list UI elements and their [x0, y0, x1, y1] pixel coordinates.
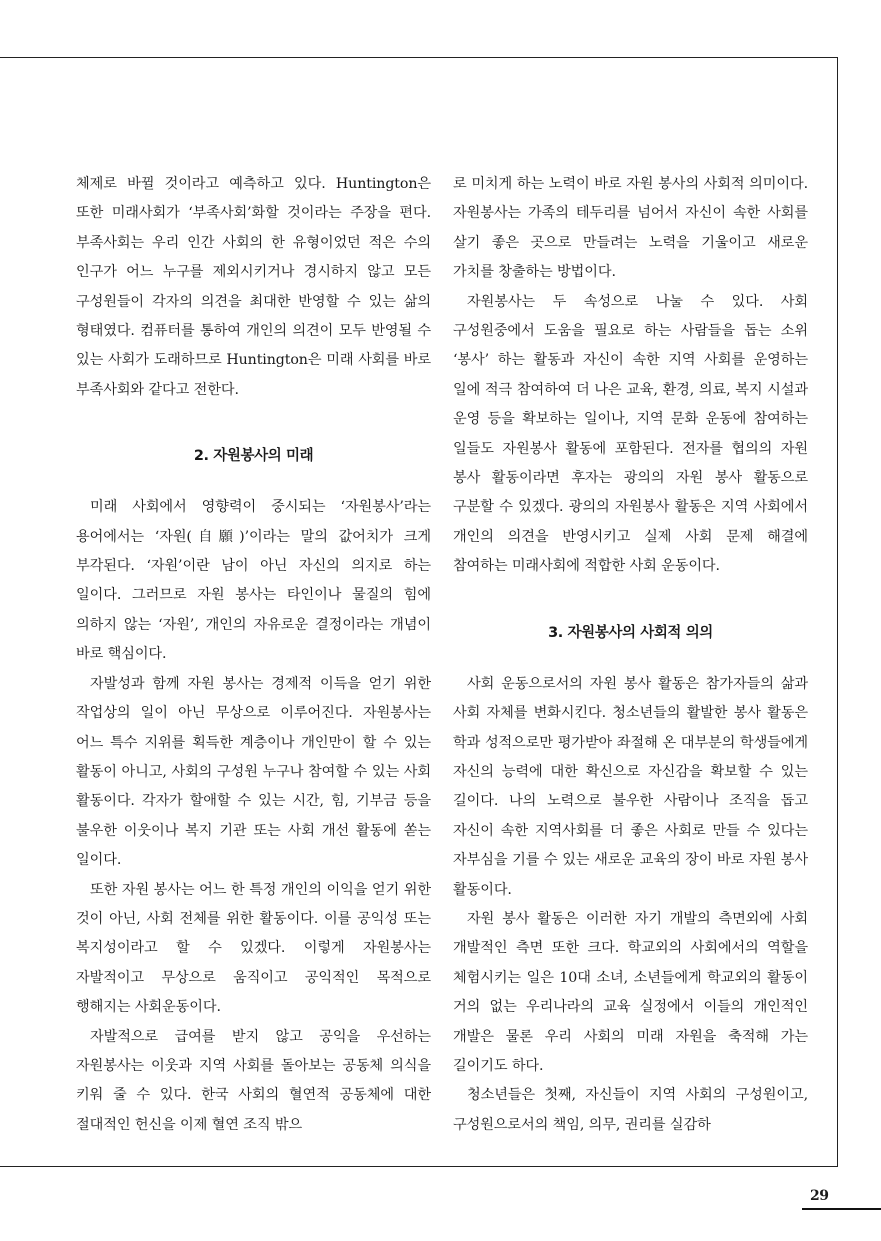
paragraph: 자원 봉사 활동은 이러한 자기 개발의 측면외에 사회 개발적인 측면 또한 크다. 학교외의 사회에서의 역할을 체험시키는 일은 10대 소녀, 소년들에게 학교외의 활동이 거의 없는 우리나라의 교육 실정에서 이들의 개인적인 개발은 물론 우리 사회의 미래 자원을 축적해 가는 길이기도 하다. [453, 910, 808, 1074]
paragraph: 자발적으로 급여를 받지 않고 공익을 우선하는 자원봉사는 이웃과 지역 사회를 돌아보는 공동체 의식을 키워 줄 수 있다. 한국 사회의 혈연적 공동체에 대한 절대적인 헌신을 이제 혈연 조직 밖으 [76, 1028, 431, 1133]
paragraph: 청소년들은 첫째, 자신들이 지역 사회의 구성원이고, 구성원으로서의 책임, 의무, 권리를 실감하 [453, 1087, 808, 1133]
paragraph: 사회 운동으로서의 자원 봉사 활동은 참가자들의 삶과 사회 자체를 변화시킨다. 청소년들의 활발한 봉사 활동은 학과 성적으로만 평가받아 좌절해 온 대부분의 학생들에게 자신의 능력에 대한 확신으로 자신감을 확보할 수 있는 길이다. 나의 노력으로 불우한 사람이나 조직을 돕고 자신이 속한 지역사회를 더 좋은 사회로 만들 수 있다는 자부심을 기를 수 있는 새로운 교육의 장이 바로 자원 봉사 활동이다. [453, 675, 808, 898]
right-column [453, 170, 808, 1140]
paragraph: 자원봉사는 두 속성으로 나눌 수 있다. 사회 구성원중에서 도움을 필요로 하는 사람들을 돕는 소위 ‘봉사’ 하는 활동과 자신이 속한 지역 사회를 운영하는 일에 적극 참여하여 더 나은 교육, 환경, 의료, 복지 시설과 운영 등을 확보하는 일이나, 지역 문화 운동에 참여하는 일들도 자원봉사 활동에 포함된다. 전자를 협의의 자원 봉사 활동이라면 후자는 광의의 자원 봉사 활동으로 구분할 수 있겠다. 광의의 자원봉사 활동은 지역 사회에서 개인의 의견을 반영시키고 실제 사회 문제 해결에 참여하는 미래사회에 적합한 사회 운동이다. [453, 293, 808, 575]
paragraph: 미래 사회에서 영향력이 중시되는 ‘자원봉사’라는 용어에서는 ‘자원(自願)’이라는 말의 값어치가 크게 부각된다. ‘자원’이란 남이 아닌 자신의 의지로 하는 일이다. 그러므로 자원 봉사는 타인이나 물질의 힘에 의하지 않는 ‘자원’, 개인의 자유로운 결정이라는 개념이 바로 핵심이다. [76, 499, 431, 663]
paragraph: 자발성과 함께 자원 봉사는 경제적 이득을 얻기 위한 작업상의 일이 아닌 무상으로 이루어진다. 자원봉사는 어느 특수 지위를 획득한 계층이나 개인만이 할 수 있는 활동이 아니고, 사회의 구성원 누구나 참여할 수 있는 사회 활동이다. 각자가 할애할 수 있는 시간, 힘, 기부금 등을 불우한 이웃이나 복지 기관 또는 사회 개선 활동에 쏟는 일이다. [76, 675, 431, 869]
section-heading: 2. 자원봉사의 미래 [193, 448, 314, 465]
page-number-rule [802, 1208, 881, 1210]
left-column [76, 170, 431, 1140]
paragraph: 또한 자원 봉사는 어느 한 특정 개인의 이익을 얻기 위한 것이 아닌, 사회 전체를 위한 활동이다. 이를 공익성 또는 복지성이라고 할 수 있겠다. 이렇게 자원봉사는 자발적이고 무상으로 움직이고 공익적인 목적으로 행해지는 사회운동이다. [76, 881, 431, 1016]
bottom-rule [0, 1166, 838, 1167]
page-number: 29 [810, 1188, 829, 1204]
right-rule [837, 57, 838, 1167]
paragraph: 로 미치게 하는 노력이 바로 자원 봉사의 사회적 의미이다. 자원봉사는 가족의 테두리를 넘어서 자신이 속한 사회를 살기 좋은 곳으로 만들려는 노력을 기울이고 새로운 가치를 창출하는 방법이다. [453, 176, 808, 281]
section-heading: 3. 자원봉사의 사회적 의의 [548, 624, 713, 641]
paragraph: 체제로 바뀔 것이라고 예측하고 있다. Huntington은 또한 미래사회가 ‘부족사회’화할 것이라는 주장을 편다. 부족사회는 우리 인간 사회의 한 유형이었던 적은 수의 인구가 어느 누구를 제외시키거나 경시하지 않고 모든 구성원들이 각자의 의견을 최대한 반영할 수 있는 삶의 형태였다. 컴퓨터를 통하여 개인의 의견이 모두 반영될 수 있는 사회가 도래하므로 Huntington은 미래 사회를 바로 부족사회와 같다고 전한다. [76, 176, 431, 398]
top-rule [0, 57, 838, 58]
